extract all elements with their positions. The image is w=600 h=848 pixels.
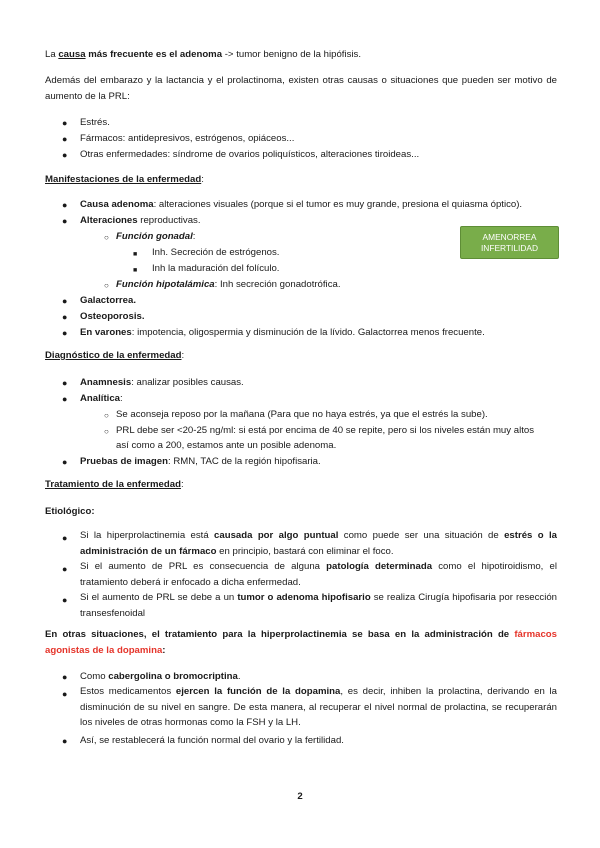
bullet-dot-icon: ● bbox=[62, 296, 68, 306]
bullet-circle-icon: ○ bbox=[104, 427, 109, 436]
bullet-dot-icon: ● bbox=[62, 312, 68, 322]
etio-item-puntual: Si la hiperprolactinemia está causada por algo puntual como puede ser una situación de estrés o la administración de un fármaco en principio, bastará con eliminar el foco. bbox=[80, 530, 557, 557]
bullet-circle-icon: ○ bbox=[104, 233, 109, 242]
diag-item-imagen: Pruebas de imagen: RMN, TAC de la región hipofisaria. bbox=[80, 456, 321, 467]
drug-item-cabergolina: Como cabergolina o bromocriptina. bbox=[80, 671, 241, 682]
manifest-subitem-gonadal: Función gonadal: bbox=[116, 231, 196, 242]
page-number: 2 bbox=[297, 791, 303, 802]
causa-word: causa bbox=[58, 49, 86, 60]
intro-bullet-2: Fármacos: antidepresivos, estrógenos, opiáceos... bbox=[80, 133, 295, 144]
bullet-circle-icon: ○ bbox=[104, 411, 109, 420]
bullet-dot-icon: ● bbox=[62, 118, 68, 128]
bullet-dot-icon: ● bbox=[62, 394, 68, 404]
bullet-dot-icon: ● bbox=[62, 689, 68, 699]
etiologico-label: Etiológico: bbox=[45, 506, 95, 517]
diag-item-anamnesis: Anamnesis: analizar posibles causas. bbox=[80, 377, 244, 388]
manifest-item-alteraciones: Alteraciones reproductivas. bbox=[80, 215, 201, 226]
bullet-dot-icon: ● bbox=[62, 328, 68, 338]
bullet-dot-icon: ● bbox=[62, 595, 68, 605]
bullet-square-icon: ■ bbox=[133, 267, 138, 274]
diag-subitem-prl-line2: así como a 200, estamos ante un posible adenoma. bbox=[116, 440, 337, 451]
intro-paragraph-2: Además del embarazo y la lactancia y el prolactinoma, existen otras causas o situaciones que pueden ser motivo de aumento de la PRL: bbox=[45, 75, 557, 102]
etio-item-tumor: Si el aumento de PRL se debe a un tumor o adenoma hipofisario se realiza Cirugía hipofisaria por resección transesfenoidal bbox=[80, 592, 558, 619]
manifest-item-adenoma: Causa adenoma: alteraciones visuales (porque si el tumor es muy grande, presiona el quiasma óptico). bbox=[80, 199, 523, 210]
manifest-item-varones: En varones: impotencia, oligospermia y disminución de la lívido. Galactorrea menos frecuente. bbox=[80, 327, 485, 338]
bullet-dot-icon: ● bbox=[62, 150, 68, 160]
diagnosis-heading: Diagnóstico de la enfermedad: bbox=[45, 350, 185, 361]
bullet-dot-icon: ● bbox=[62, 564, 68, 574]
intro-bullet-1: Estrés. bbox=[80, 117, 110, 128]
other-situations-paragraph: En otras situaciones, el tratamiento para la hiperprolactinemia se basa en la administración de fármacos agonistas de la dopamina: bbox=[45, 629, 557, 656]
bullet-dot-icon: ● bbox=[62, 457, 68, 467]
drug-item-fertilidad: Así, se restablecerá la función normal del ovario y la fertilidad. bbox=[80, 735, 344, 746]
bullet-dot-icon: ● bbox=[62, 134, 68, 144]
diag-item-analitica: Analítica: bbox=[80, 393, 123, 404]
drug-item-funcion: Estos medicamentos ejercen la función de la dopamina, es decir, inhiben la prolactina, derivando en la disminución de su nivel en sangre. De esta manera, al recuperar el nivel normal de prolactina, se recuperarán los niveles de otras hormonas como la FSH y la LH. bbox=[80, 686, 557, 728]
manifest-subsubitem-estrogenos: Inh. Secreción de estrógenos. bbox=[152, 247, 280, 258]
manifestations-heading: Manifestaciones de la enfermedad: bbox=[45, 174, 204, 185]
treatment-heading: Tratamiento de la enfermedad: bbox=[45, 479, 184, 490]
bullet-dot-icon: ● bbox=[62, 533, 68, 543]
manifest-item-osteoporosis: Osteoporosis. bbox=[80, 311, 145, 322]
etio-item-patologia: Si el aumento de PRL es consecuencia de alguna patología determinada como el hipotiroidismo, el tratamiento deberá ir enfocado a dicha enfermedad. bbox=[80, 561, 557, 588]
bullet-circle-icon: ○ bbox=[104, 281, 109, 290]
intro-bullet-3: Otras enfermedades: síndrome de ovarios poliquísticos, alteraciones tiroideas... bbox=[80, 149, 420, 160]
bullet-square-icon: ■ bbox=[133, 251, 138, 258]
diag-subitem-prl-line1: PRL debe ser <20-25 ng/ml: si está por encima de 40 se repite, pero si los niveles están muy altos bbox=[116, 425, 534, 436]
bullet-dot-icon: ● bbox=[62, 736, 68, 746]
manifest-item-galactorrea: Galactorrea. bbox=[80, 295, 136, 306]
bullet-dot-icon: ● bbox=[62, 200, 68, 210]
intro-paragraph-1: La causa más frecuente es el adenoma -> tumor benigno de la hipófisis. bbox=[45, 49, 361, 60]
bullet-dot-icon: ● bbox=[62, 378, 68, 388]
diag-subitem-reposo: Se aconseja reposo por la mañana (Para que no haya estrés, ya que el estrés la sube). bbox=[116, 409, 488, 420]
bullet-dot-icon: ● bbox=[62, 672, 68, 682]
bullet-dot-icon: ● bbox=[62, 216, 68, 226]
manifest-subitem-hipotalamica: Función hipotalámica: Inh secreción gonadotrófica. bbox=[116, 279, 341, 290]
amenorrea-infertilidad-badge: AMENORREA INFERTILIDAD bbox=[460, 226, 559, 259]
manifest-subsubitem-foliculo: Inh la maduración del folículo. bbox=[152, 263, 280, 274]
